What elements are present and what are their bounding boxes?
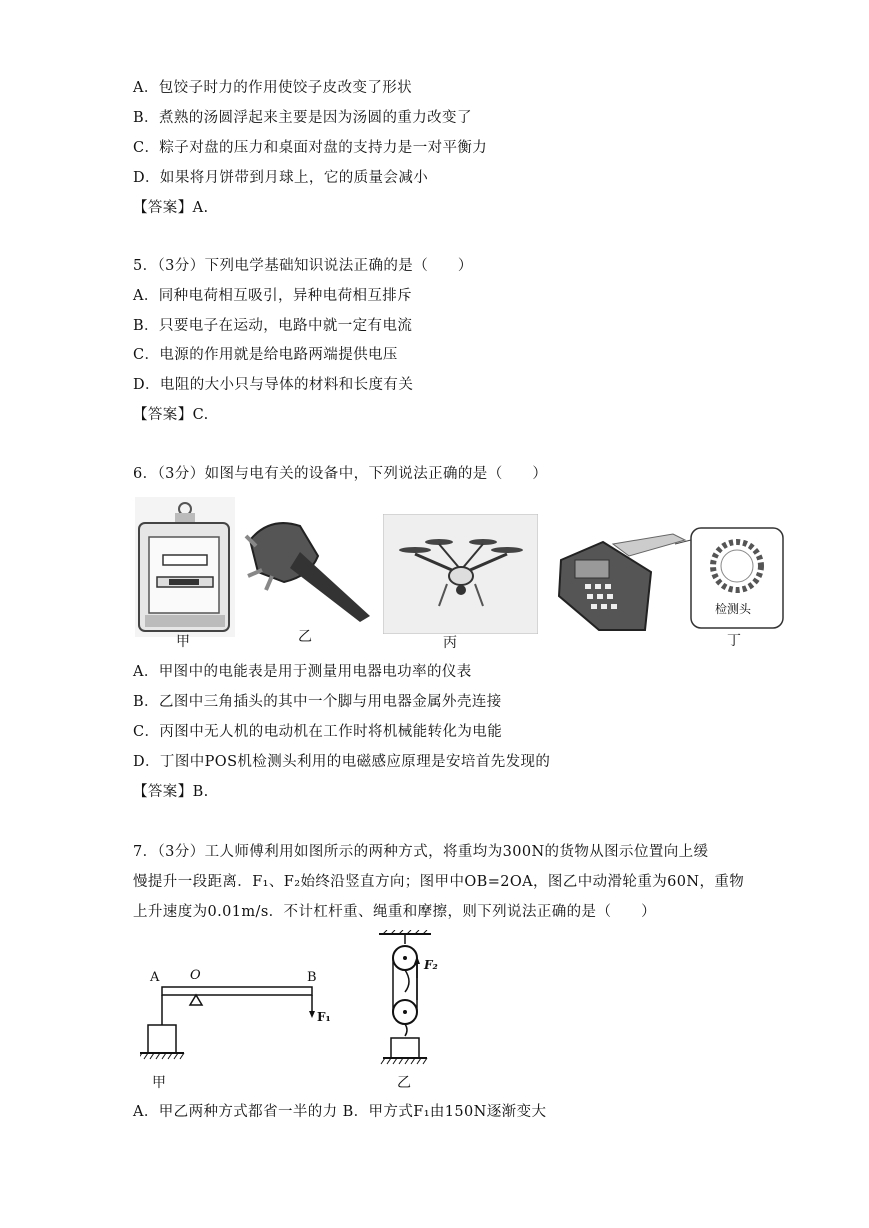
q7-options-line: A．甲乙两种方式都省一半的力 B．甲方式F₁由150N逐渐变大 bbox=[133, 1104, 547, 1120]
q6-option-d: D．丁图中POS机检测头利用的电磁感应原理是安培首先发现的 bbox=[133, 754, 551, 770]
drone-image bbox=[383, 514, 538, 634]
q6-answer: 【答案】B. bbox=[133, 784, 209, 800]
label-f2: F₂ bbox=[424, 958, 438, 972]
label-f1: F₁ bbox=[317, 1010, 331, 1024]
plug-image bbox=[240, 512, 375, 624]
caption-ding: 丁 bbox=[727, 633, 741, 649]
label-o: O bbox=[190, 968, 201, 983]
q6-stem: 6．（3分）如图与电有关的设备中，下列说法正确的是（ ） bbox=[133, 466, 548, 482]
label-yi: 乙 bbox=[397, 1075, 411, 1091]
q7-stem-line-3: 上升速度为0.01m/s．不计杠杆重、绳重和摩擦，则下列说法正确的是（ ） bbox=[133, 904, 657, 920]
caption-bing: 丙 bbox=[443, 635, 457, 651]
q5-stem: 5．（3分）下列电学基础知识说法正确的是（ ） bbox=[133, 258, 473, 274]
q5-option-c: C．电源的作用就是给电路两端提供电压 bbox=[133, 347, 398, 363]
caption-jia: 甲 bbox=[176, 634, 190, 650]
label-a: A bbox=[150, 970, 160, 985]
q5-answer: 【答案】C. bbox=[133, 407, 209, 423]
caption-yi: 乙 bbox=[298, 629, 312, 645]
q4-answer: 【答案】A. bbox=[133, 200, 209, 216]
q5-option-b: B．只要电子在运动，电路中就一定有电流 bbox=[133, 318, 413, 334]
pos-machine-image bbox=[555, 520, 787, 632]
q7-stem-line-1: 7．（3分）工人师傅利用如图所示的两种方式，将重均为300N的货物从图示位置向上缓 bbox=[133, 844, 709, 860]
label-jia: 甲 bbox=[152, 1075, 166, 1091]
q4-option-a: A．包饺子时力的作用使饺子皮改变了形状 bbox=[133, 80, 413, 96]
q6-option-a: A．甲图中的电能表是用于测量用电器电功率的仪表 bbox=[133, 664, 472, 680]
q6-option-b: B．乙图中三角插头的其中一个脚与用电器金属外壳连接 bbox=[133, 694, 502, 710]
q4-option-c: C．粽子对盘的压力和桌面对盘的支持力是一对平衡力 bbox=[133, 140, 488, 156]
pulley-diagram bbox=[375, 930, 455, 1070]
label-b: B bbox=[307, 970, 317, 985]
probe-label: 检测头 bbox=[715, 602, 752, 616]
q7-stem-line-2: 慢提升一段距离．F₁、F₂始终沿竖直方向；图甲中OB=2OA，图乙中动滑轮重为60N，重物 bbox=[133, 874, 745, 890]
q4-option-d: D．如果将月饼带到月球上，它的质量会减小 bbox=[133, 170, 429, 186]
q4-option-b: B．煮熟的汤圆浮起来主要是因为汤圆的重力改变了 bbox=[133, 110, 472, 126]
q6-option-c: C．丙图中无人机的电动机在工作时将机械能转化为电能 bbox=[133, 724, 503, 740]
q5-option-a: A．同种电荷相互吸引，异种电荷相互排斥 bbox=[133, 288, 413, 304]
electric-meter-image bbox=[135, 497, 235, 637]
q5-option-d: D．电阻的大小只与导体的材料和长度有关 bbox=[133, 377, 414, 393]
